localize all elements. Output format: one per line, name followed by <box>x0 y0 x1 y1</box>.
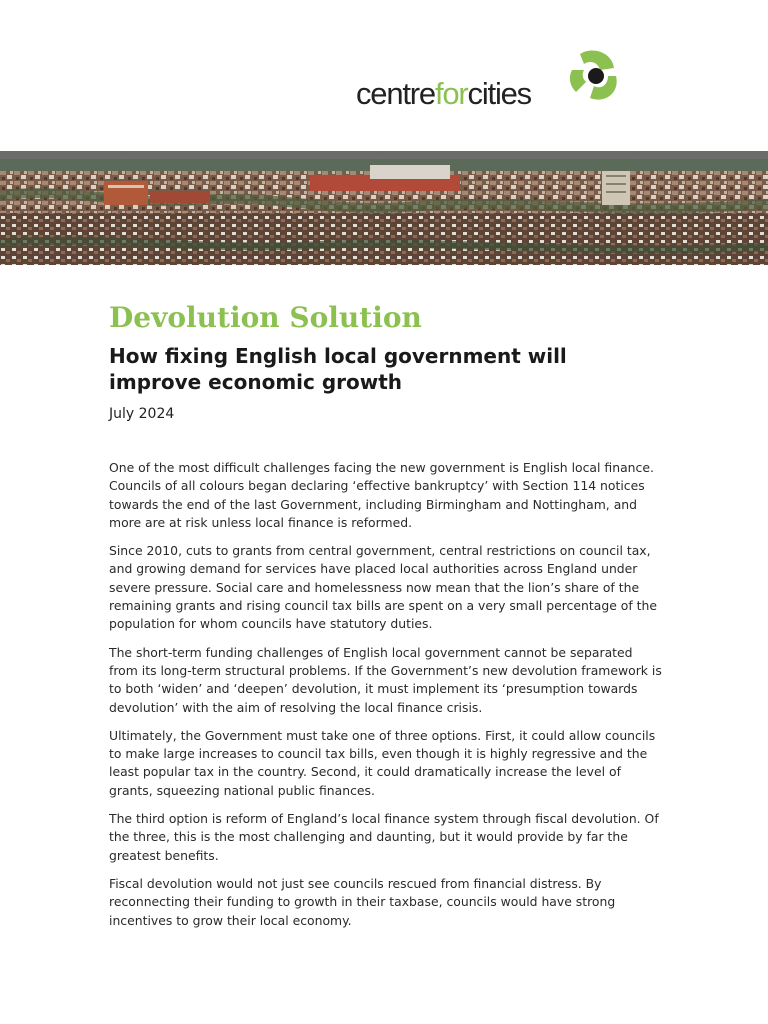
logo-wordmark <box>356 74 531 114</box>
page-title: Devolution Solution <box>109 301 422 334</box>
summary-body <box>109 459 665 940</box>
page-subtitle: How fixing English local government will improve economic growth <box>109 344 567 394</box>
paragraph: One of the most difficult challenges facing the new government is English local finance. Councils of all colours began declaring ‘effective bankruptcy’ with Section 114 notices towards the end of the last Government, including Birmingham and Nottingham, and more are at risk unless local finance is reformed. <box>109 460 654 530</box>
paragraph: Ultimately, the Government must take one of three options. First, it could allow councils to make large increases to council tax bills, even though it is highly regressive and the least popular tax in the country. Second, it could dramatically increase the level of grants, squeezing national public finances. <box>109 727 656 798</box>
publication-date: July 2024 <box>109 406 175 422</box>
city-skyline-banner <box>0 151 768 265</box>
paragraph: Since 2010, cuts to grants from central government, central restrictions on council tax, and growing demand for services have placed local authorities across England under severe pressure. Social care and homelessness now mean that the lion’s share of the remaining grants and rising council tax bills are spent on a very small percentage of the population for whom councils have statutory duties. <box>109 543 657 632</box>
centre-for-cities-logo <box>356 48 626 114</box>
logo-swirl-icon <box>566 48 622 104</box>
logo-word-cities: cities <box>467 76 531 111</box>
paragraph: Fiscal devolution would not just see councils rescued from financial distress. By reconnecting their funding to growth in their taxbase, councils would have strong incentives to grow their local economy. <box>109 875 616 928</box>
paragraph: The third option is reform of England’s local finance system through fiscal devolution. Of the three, this is the most challenging and daunting, but it would provide by far the greatest benefits. <box>109 811 659 863</box>
city-skyline-photo <box>0 151 768 265</box>
logo-word-for: for <box>434 76 468 111</box>
logo-word-centre: centre <box>356 76 435 111</box>
paragraph: The short-term funding challenges of English local government cannot be separated from its long-term structural problems. If the Government’s new devolution framework is to both ‘widen’ and ‘deepen’ devolution, it must implement its ‘presumption towards devolution’ with the aim of resolving the local finance crisis. <box>109 644 662 715</box>
